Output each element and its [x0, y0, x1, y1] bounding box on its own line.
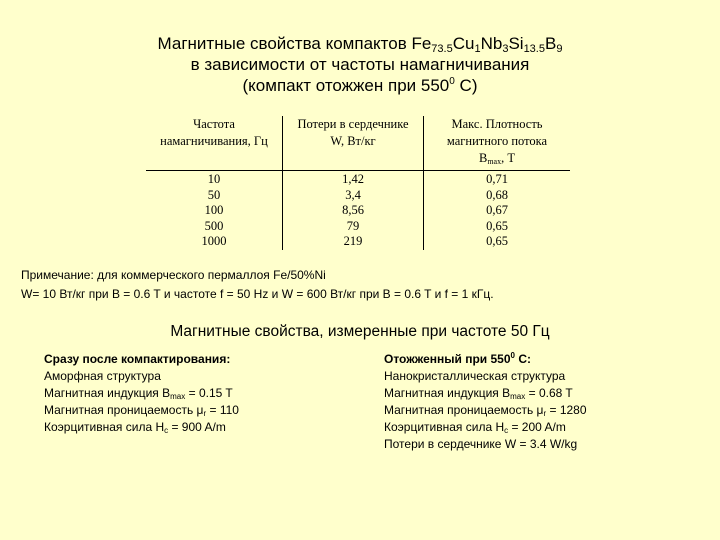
structure-line: Нанокристаллическая структура [384, 369, 566, 383]
page-title [0, 33, 720, 96]
title-line-3: (компакт отожжен при $550^0$ С) [242, 76, 478, 95]
coercivity-line: Коэрцитивная сила $H_c = 900$ A/m [44, 420, 226, 435]
title-line-2: в зависимости от частоты намагничивания [190, 55, 530, 74]
cell-frequency: 10 [146, 171, 283, 188]
as-compacted-heading: Сразу после компактирования: [44, 352, 231, 366]
annealed-heading: Отожженный при $550^0$ С: [384, 351, 531, 366]
cell-losses: 219 [283, 234, 424, 250]
induction-line: Магнитная индукция $B_{max} = 0.68$ T [384, 386, 573, 401]
section-subtitle: Магнитные свойства, измеренные при частоте 50 Гц [170, 323, 550, 340]
cell-flux: 0,71 [486, 172, 508, 186]
cell-losses: 3,4 [283, 188, 424, 204]
cell-frequency: 500 [146, 219, 283, 235]
table-row [146, 188, 570, 204]
header-core-losses: Потери в сердечнике W, Вт/кг [283, 116, 424, 171]
table-row [146, 234, 570, 250]
cell-frequency: 1000 [146, 234, 283, 250]
coercivity-line: Коэрцитивная сила $H_c = 200$ A/m [384, 420, 566, 435]
cell-losses: 1,42 [283, 171, 424, 188]
alloy-formula: $Fe_{73.5}Cu_1Nb_3Si_{13.5}B_9$ [411, 34, 563, 55]
cell-flux: 0,65 [486, 234, 508, 249]
title-line-1: Магнитные свойства компактов $Fe_{73.5}Cu_1Nb_3Si_{13.5}B_9$ [157, 34, 563, 55]
note-line-2: W= 10 Вт/кг при B = 0.6 T и частоте f = 50 Hz и W = 600 Вт/кг при B = 0.6 T и f = 1 кГц. [21, 287, 494, 301]
cell-frequency: 100 [146, 203, 283, 219]
structure-line: Аморфная структура [44, 369, 161, 383]
header-frequency: Частота намагничивания, Гц [146, 116, 283, 171]
cell-frequency: 50 [146, 188, 283, 204]
permeability-line: Магнитная проницаемость $\mu_r = 110$ [44, 403, 239, 418]
cell-losses: 79 [283, 219, 424, 235]
cell-flux: 0,68 [486, 187, 508, 202]
cell-flux: 0,65 [486, 218, 508, 233]
cell-losses: 8,56 [283, 203, 424, 219]
permalloy-note [21, 266, 494, 304]
header-max-flux-density: Макс. Плотность магнитного потока Bmax, Т [424, 116, 571, 171]
permeability-line: Магнитная проницаемость $\mu_r = 1280$ [384, 403, 587, 418]
table-row [146, 171, 570, 188]
note-line-1: Примечание: для коммерческого пермаллоя Fe/50%Ni [21, 268, 326, 282]
core-losses-line: Потери в сердечнике W = 3.4 W/kg [384, 437, 578, 451]
frequency-table [146, 116, 570, 250]
annealed-properties [384, 351, 587, 453]
induction-line: Магнитная индукция $B_{max} = 0.15$ T [44, 386, 233, 401]
table-row [146, 203, 570, 219]
table-row [146, 219, 570, 235]
as-compacted-properties [44, 351, 239, 436]
cell-flux: 0,67 [486, 203, 508, 218]
table-header-row [146, 116, 570, 171]
